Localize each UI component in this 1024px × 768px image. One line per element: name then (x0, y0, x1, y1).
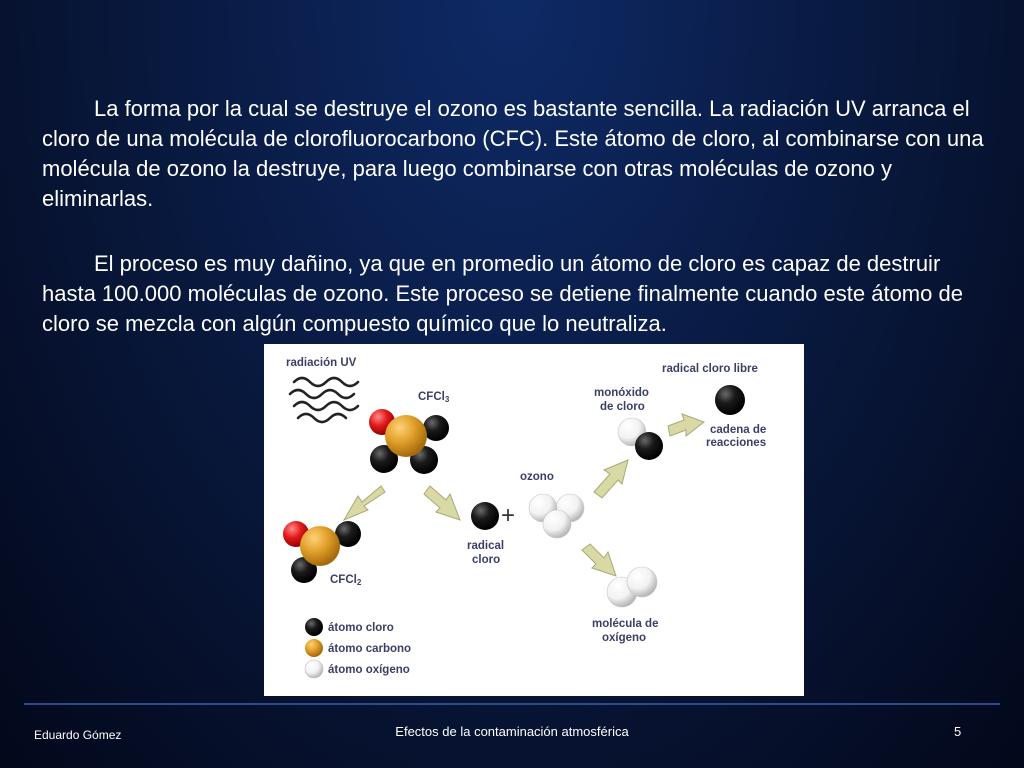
label-uv: radiación UV (286, 357, 357, 369)
free-chlorine-atom (715, 385, 745, 415)
label-radical-cloro-2: cloro (472, 554, 501, 566)
arrow-to-free-radical (668, 414, 704, 436)
legend (305, 618, 411, 678)
carbon-atom (385, 415, 427, 457)
arrow-to-monoxide (594, 460, 628, 498)
legend-swatch-carbon (305, 639, 323, 657)
oxygen-atom (627, 567, 657, 597)
arrow-to-oxygen (582, 544, 616, 576)
ozone-destruction-diagram (264, 344, 804, 696)
label-radical-cloro-1: radical (467, 540, 505, 552)
oxygen-atom (543, 510, 571, 538)
paragraph-1: La forma por la cual se destruye el ozono es bastante sencilla. La radiación UV arranca el cloro de una molécula de clorofluorocarbono (CFC). Este átomo de cloro, al combinarse con una molécula de ozono la destruye, para luego combinarse con otras moléculas de ozono y eliminarlas. (42, 96, 984, 211)
arrow-to-cfcl2 (344, 486, 385, 520)
radical-chlorine-atom (471, 502, 499, 530)
footer-divider (24, 703, 1000, 705)
legend-swatch-chlorine (305, 618, 323, 636)
label-cadena-1: cadena de (710, 424, 767, 436)
paragraph-2: El proceso es muy dañino, ya que en promedio un átomo de cloro es capaz de destruir hasta 100.000 moléculas de ozono. Este proceso se detiene finalmente cuando este átomo de cloro se mezcla con algún compuesto químico que lo neutraliza. (42, 251, 963, 336)
label-cfcl3: CFCl3 (418, 391, 450, 404)
chlorine-atom (635, 432, 663, 460)
legend-swatch-oxygen (305, 660, 323, 678)
label-ozono: ozono (520, 471, 554, 483)
label-cfcl2: CFCl2 (330, 574, 362, 587)
arrow-to-radical (424, 486, 460, 520)
legend-label-chlorine: átomo cloro (328, 622, 394, 634)
footer-title: Efectos de la contaminación atmosférica (395, 724, 629, 739)
label-cadena-2: reacciones (706, 437, 767, 449)
label-monoxido-1: monóxido (594, 387, 649, 399)
footer-author: Eduardo Gómez (34, 728, 122, 742)
label-molecula-2: oxígeno (602, 632, 647, 644)
ozone-molecule (529, 494, 584, 538)
uv-waves (290, 378, 358, 422)
plus-sign: + (501, 502, 516, 529)
legend-label-oxygen: átomo oxígeno (328, 664, 410, 676)
slide-number: 5 (954, 724, 962, 739)
label-monoxido-2: de cloro (600, 401, 645, 413)
carbon-atom (300, 526, 340, 566)
label-molecula-1: molécula de (592, 618, 659, 630)
diagram-canvas (264, 344, 804, 696)
cfcl3-molecule (369, 409, 449, 474)
legend-label-carbon: átomo carbono (328, 643, 412, 655)
label-radical-libre: radical cloro libre (662, 363, 758, 375)
